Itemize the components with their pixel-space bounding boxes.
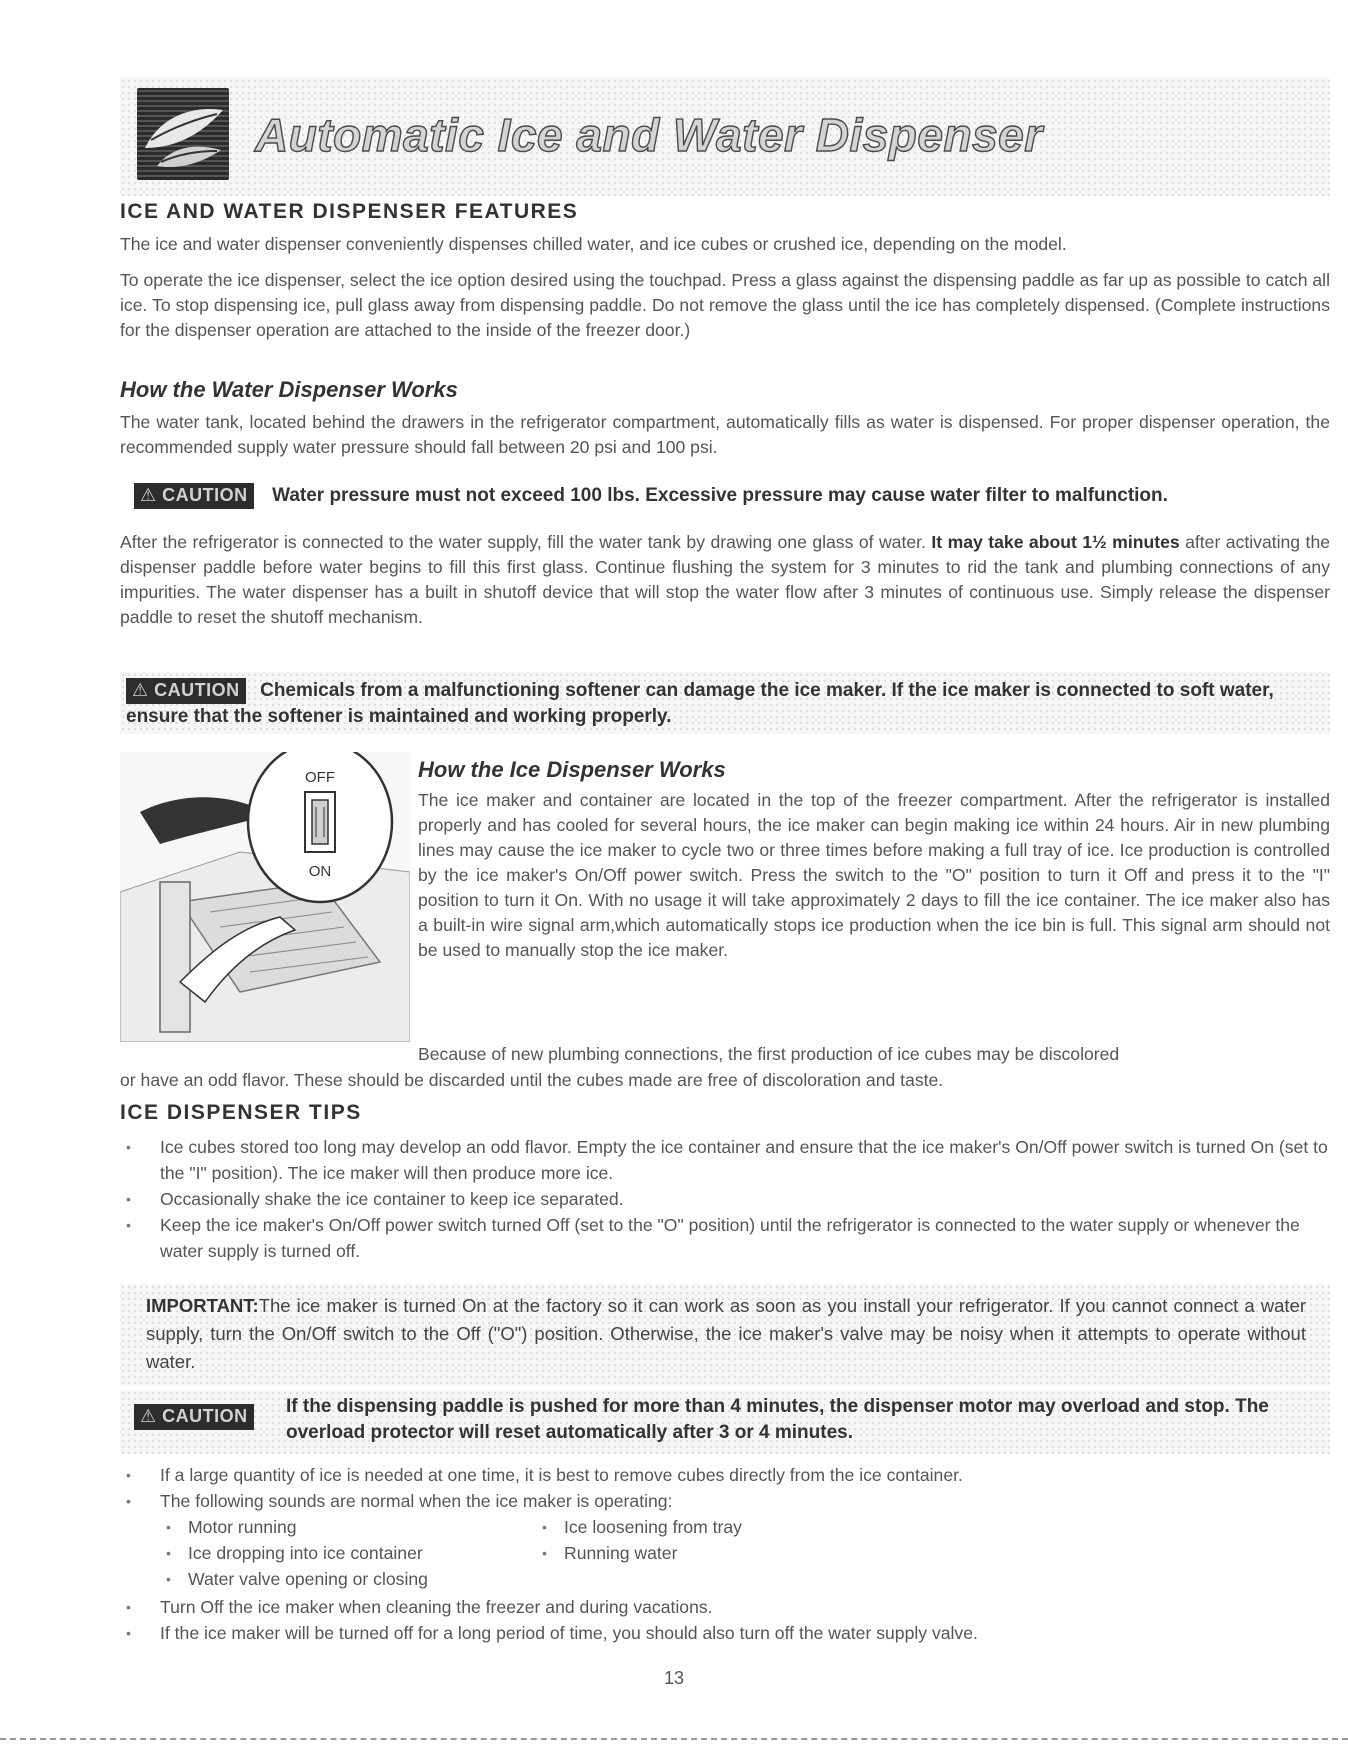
bottom-rule (0, 1738, 1348, 1740)
discolored-ice-text: Because of new plumbing connections, the first production of ice cubes may be discolored (418, 1044, 1120, 1064)
tips-heading: ICE DISPENSER TIPS (120, 1101, 362, 1124)
ice-maker-text: The ice maker and container are located in the top of the freezer compartment. After the refrigerator is installed properly and has cooled for several hours, the ice maker can begin making ice within 24 hours. Air in new plumbing lines may cause the ice maker to cycle two or three times before making a full tray of ice. Ice production is controlled by the ice maker's On/Off power switch. Press the switch to the "O" position to turn it Off and press it to the "I" position to turn it On. With no usage it will take approximately 2 days to fill the ice container. The ice maker also has a built-in wire signal arm,which automatically stops ice production when the ice bin is full. This signal arm should not be used to manually stop the ice maker. (418, 790, 1330, 960)
list-item: • Ice cubes stored too long may develop an odd flavor. Empty the ice container and ensure that the ice maker's On/Off power switch is turned On (set to the "I" position). The ice maker will then produce more ice. (120, 1134, 1330, 1186)
important-note (120, 1284, 1330, 1386)
page-number: 13 (663, 1668, 685, 1688)
fill-time-emphasis: It may take about 1½ minutes (931, 532, 1180, 552)
list-item: • Keep the ice maker's On/Off power switch turned Off (set to the "O" position) until the refrigerator is connected to the water supply or whenever the water supply is turned off. (120, 1212, 1330, 1264)
switch-on-label: ON (308, 863, 332, 880)
ice-maker-illustration (120, 752, 410, 1042)
tips-list (120, 1134, 1330, 1264)
caution-badge: ⚠ CAUTION (126, 678, 246, 704)
caution-softener (120, 672, 1330, 734)
normal-sounds-list (166, 1514, 1066, 1592)
features-operation: To operate the ice dispenser, select the ice option desired using the touchpad. Press a glass against the dispensing paddle as far up as possible to catch all ice. To stop dispensing ice, pull glass away from dispensing paddle. Do not remove the glass until the ice has completely dispensed. (Complete instructions for the dispenser operation are attached to the inside of the freezer door.) (120, 270, 1330, 340)
important-text: The ice maker is turned On at the factory so it can work as soon as you install your refrigerator. If you cannot connect a water supply, turn the On/Off switch to the Off ("O") position. Otherwise, the ice maker's valve may be noisy when it attempts to operate without water. (146, 1295, 1306, 1372)
caution-water-pressure (134, 483, 1304, 515)
list-item: • Occasionally shake the ice container to keep ice separated. (120, 1186, 1330, 1212)
leaf-logo-icon (137, 88, 229, 180)
list-item: • The following sounds are normal when the ice maker is operating: (120, 1488, 1330, 1514)
caution-overload (120, 1390, 1330, 1454)
tips-list-2 (120, 1462, 1330, 1514)
caution-softener-text: Chemicals from a malfunctioning softener can damage the ice maker. If the ice maker is connected to soft water, ensure that the softener is maintained and working properly. (126, 680, 1274, 727)
list-item: • Ice loosening from tray (542, 1514, 742, 1540)
water-fill-instructions: After the refrigerator is connected to the water supply, fill the water tank by drawing one glass of water. It may take about 1½ minutes after activating the dispenser paddle before water begins to fill this first glass. Continue flushing the system for 3 minutes to rid the tank and plumbing connections of any impurities. The water dispenser has a built in shutoff device that will stop the water flow after 3 minutes of continuous use. Simply release the dispenser paddle to reset the shutoff mechanism. (120, 532, 1331, 627)
tips-list-3 (120, 1594, 1330, 1646)
caution-badge: ⚠ CAUTION (134, 483, 254, 509)
list-item: • Ice dropping into ice container (166, 1540, 423, 1566)
list-item: • Turn Off the ice maker when cleaning the freezer and during vacations. (120, 1594, 1330, 1620)
list-item: • Running water (542, 1540, 677, 1566)
ice-dispenser-heading: How the Ice Dispenser Works (418, 757, 726, 782)
caution-water-pressure-text: Water pressure must not exceed 100 lbs. Excessive pressure may cause water filter to malfunction. (272, 485, 1168, 506)
list-item: • Motor running (166, 1514, 297, 1540)
list-item: • Water valve opening or closing (166, 1566, 428, 1592)
features-heading: ICE AND WATER DISPENSER FEATURES (120, 200, 579, 223)
caution-overload-text: If the dispensing paddle is pushed for more than 4 minutes, the dispenser motor may overload and stop. The overload protector will reset automatically after 3 or 4 minutes. (286, 1396, 1269, 1443)
switch-off-label: OFF (305, 769, 335, 786)
page-title: Automatic Ice and Water Dispenser (255, 109, 1043, 161)
list-item: • If the ice maker will be turned off for a long period of time, you should also turn off the water supply valve. (120, 1620, 1330, 1646)
caution-badge: ⚠ CAUTION (134, 1404, 254, 1430)
discolored-ice-text-cont: or have an odd flavor. These should be discarded until the cubes made are free of discoloration and taste. (120, 1070, 944, 1090)
list-item: • If a large quantity of ice is needed at one time, it is best to remove cubes directly from the ice container. (120, 1462, 1330, 1488)
important-label: IMPORTANT: (146, 1295, 259, 1316)
water-tank-text: The water tank, located behind the drawers in the refrigerator compartment, automatically fills as water is dispensed. For proper dispenser operation, the recommended supply water pressure should fall between 20 psi and 100 psi. (120, 412, 1330, 457)
features-intro: The ice and water dispenser conveniently dispenses chilled water, and ice cubes or crushed ice, depending on the model. (120, 234, 1067, 254)
water-dispenser-heading: How the Water Dispenser Works (120, 377, 458, 402)
